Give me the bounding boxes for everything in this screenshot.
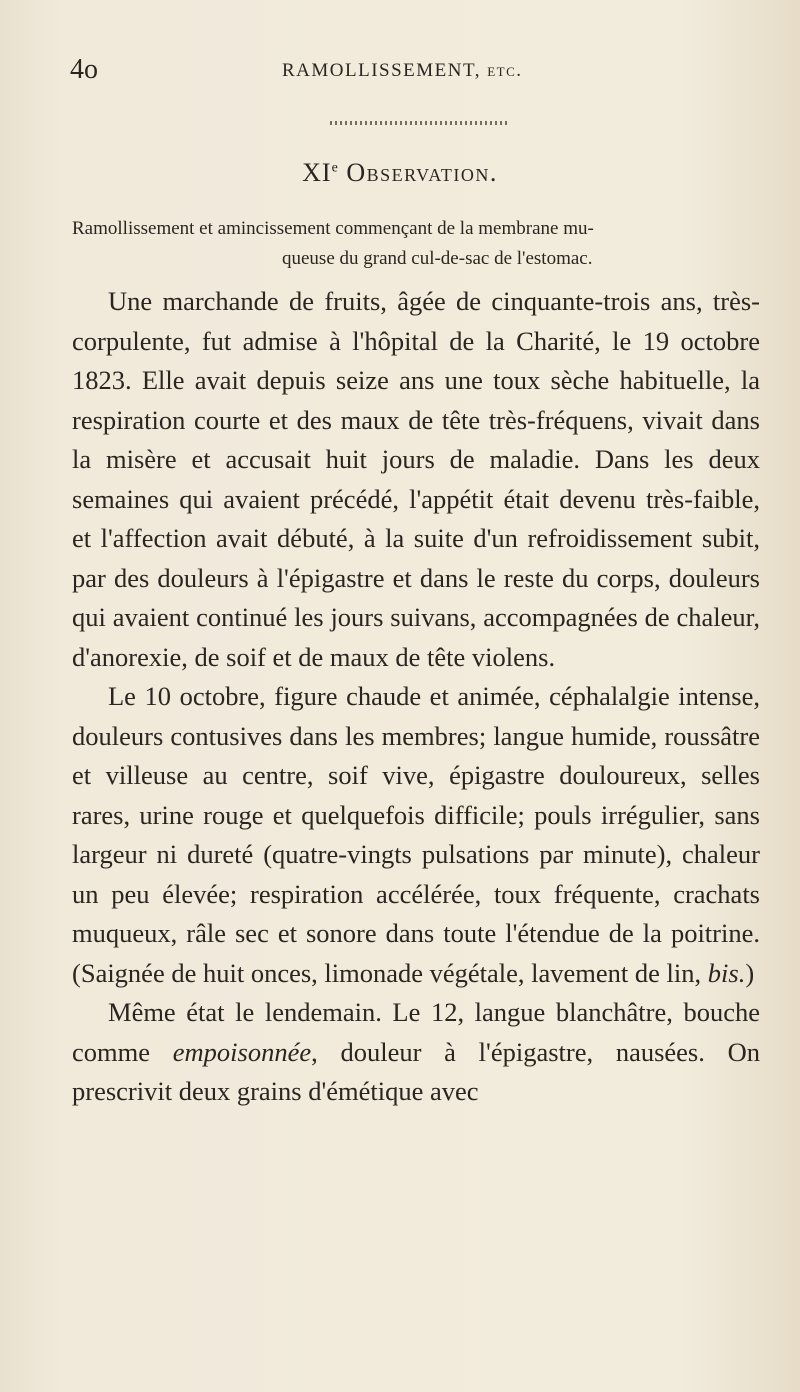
- ornamental-rule: [330, 118, 510, 128]
- paragraph-3-text: Même état le lendemain. Le 12, langue blanchâtre, bouche comme: [72, 997, 760, 1067]
- observation-number: XI: [302, 158, 332, 187]
- paragraph-1: [72, 282, 760, 677]
- observation-number-suffix: e: [331, 160, 339, 176]
- paragraph-2-italic: bis.: [707, 957, 746, 988]
- paragraph-2: [72, 677, 760, 993]
- running-head: [70, 54, 760, 94]
- body-text: [72, 282, 760, 1112]
- paragraph-2-text: Le 10 octobre, figure chaude et animée, céphalalgie intense, douleurs contusives dans les membres; langue humide, roussâtre et villeuse au centre, soif vive, épigastre douloureux, selles rares, urine rouge et quelquefois difficile; pouls irrégulier, sans largeur ni dureté (quatre-vingts pulsations par minute), chaleur un peu élevée; respiration accélérée, toux fréquente, crachats muqueux, râle sec et sonore dans toute l'étendue de la poitrine. (Saignée de huit onces, limonade végétale, lavement de lin,: [72, 681, 760, 988]
- paragraph-3-italic: empoisonnée: [172, 1036, 312, 1067]
- summary-line-1: Ramollissement et amincissement commençant de la membrane mu-: [72, 218, 594, 239]
- running-head-title: RAMOLLISSEMENT, etc.: [282, 60, 523, 81]
- observation-label: Observation.: [346, 158, 498, 187]
- paragraph-3-tail: , douleur à l'épigastre, nausées. On prescrivit deux grains d'émétique avec: [72, 1036, 761, 1106]
- paragraph-2-tail: ): [745, 957, 755, 988]
- summary-line-2: queuse du grand cul-de-sac de l'estomac.: [282, 248, 593, 269]
- observation-summary: [72, 214, 752, 274]
- paragraph-1-text: Une marchande de fruits, âgée de cinquante-trois ans, très-corpulente, fut admise à l'hôpital de la Charité, le 19 octobre 1823. Elle avait depuis seize ans une toux sèche habituelle, la respiration courte et des maux de tête très-fréquens, vivait dans la misère et accusait huit jours de maladie. Dans les deux semaines qui avaient précédé, l'appétit était devenu très-faible, et l'affection avait débuté, à la suite d'un refroidissement subit, par des douleurs à l'épigastre et dans le reste du corps, douleurs qui avaient continué les jours suivans, accompagnées de chaleur, d'anorexie, de soif et de maux de tête violens.: [72, 286, 760, 672]
- page-number: 4o: [70, 54, 98, 85]
- observation-heading: [0, 158, 800, 188]
- paragraph-3: [72, 993, 760, 1112]
